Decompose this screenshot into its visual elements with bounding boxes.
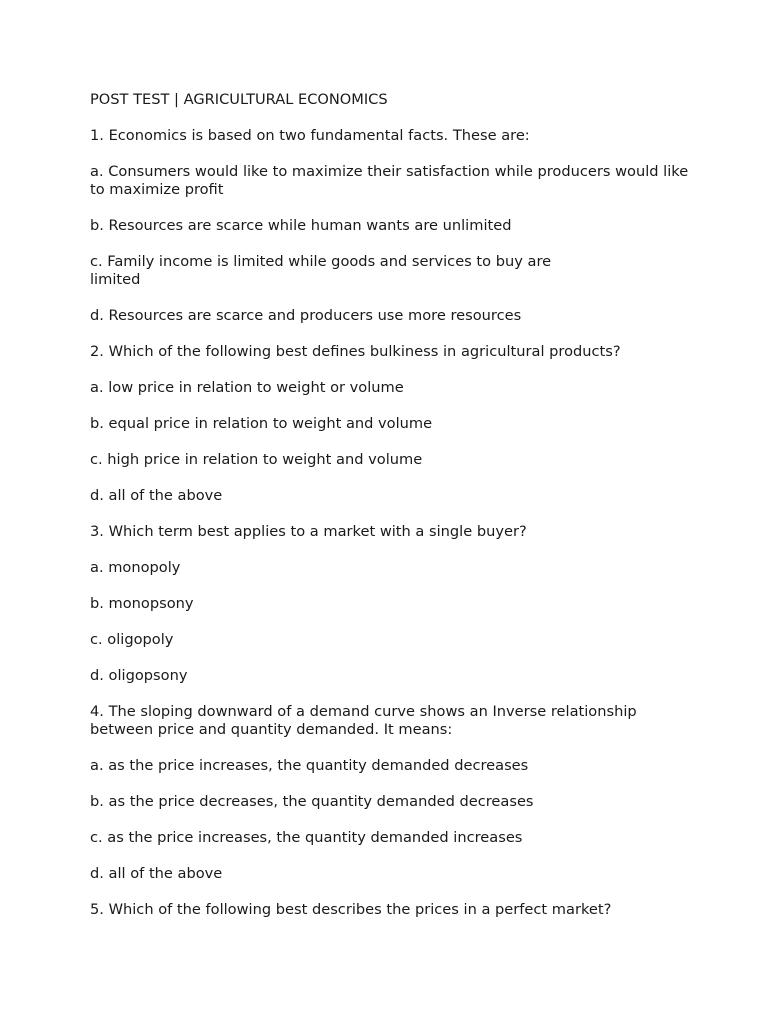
- question-1-option-d: d. Resources are scarce and producers use more resources: [90, 307, 522, 324]
- question-3-option-b: b. monopsony: [90, 595, 194, 612]
- question-1-option-c: c. Family income is limited while goods and services to buy are limited: [90, 253, 552, 288]
- question-2-option-b: b. equal price in relation to weight and volume: [90, 415, 433, 432]
- question-1-option-b: b. Resources are scarce while human wants are unlimited: [90, 217, 512, 234]
- question-4-option-d: d. all of the above: [90, 865, 223, 882]
- question-2-option-d: d. all of the above: [90, 487, 223, 504]
- question-2-option-a: a. low price in relation to weight or volume: [90, 379, 404, 396]
- question-4-option-b: b. as the price decreases, the quantity demanded decreases: [90, 793, 534, 810]
- question-4: 4. The sloping downward of a demand curve shows an Inverse relationship between price and quantity demanded. It means:: [90, 703, 637, 738]
- question-3: 3. Which term best applies to a market with a single buyer?: [90, 523, 527, 540]
- question-3-option-a: a. monopoly: [90, 559, 181, 576]
- question-4-option-c: c. as the price increases, the quantity demanded increases: [90, 829, 523, 846]
- question-2-option-c: c. high price in relation to weight and volume: [90, 451, 423, 468]
- question-1: 1. Economics is based on two fundamental facts. These are:: [90, 127, 530, 144]
- question-5: 5. Which of the following best describes the prices in a perfect market?: [90, 901, 612, 918]
- question-3-option-d: d. oligopsony: [90, 667, 188, 684]
- document-page: [90, 91, 690, 937]
- question-1-option-a: a. Consumers would like to maximize their satisfaction while producers would like to maximize profit: [90, 163, 689, 198]
- question-2: 2. Which of the following best defines bulkiness in agricultural products?: [90, 343, 621, 360]
- document-title: POST TEST | AGRICULTURAL ECONOMICS: [90, 91, 388, 108]
- question-4-option-a: a. as the price increases, the quantity demanded decreases: [90, 757, 529, 774]
- question-3-option-c: c. oligopoly: [90, 631, 174, 648]
